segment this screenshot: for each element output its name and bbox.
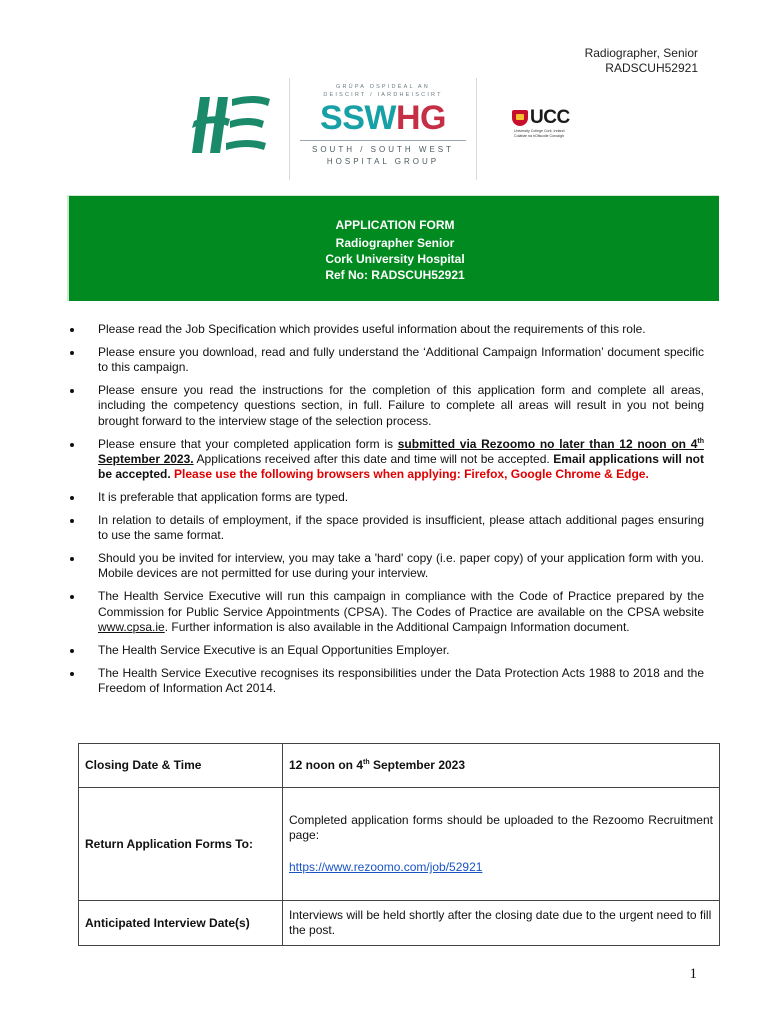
bullet-text: The Health Service Executive is an Equal Opportunities Employer. [98,642,450,657]
list-item [64,589,704,635]
list-item [64,551,704,581]
hse-logo [186,93,272,157]
bullet-icon [70,496,74,500]
application-info-table [78,743,720,946]
return-text: Completed application forms should be uploaded to the Rezoomo Recruitment page: [289,813,713,842]
deadline-text-part2: September 2023. [98,451,194,466]
document-header [585,46,698,76]
bullet-icon [70,595,74,599]
ucc-line2: Coláiste na hOllscoile Corcaigh [514,134,564,138]
bullet-icon [70,557,74,561]
list-item [64,383,704,429]
ucc-wordmark: UCC [530,107,570,128]
sswhg-wordmark [294,98,472,138]
closing-sup: th [363,759,370,766]
sswhg-irish-line2: DEISCIRT / IARDHEISCIRT [323,92,443,98]
bullet-text: The Health Service Executive recognises its responsibilities under the Data Protection Acts 1988 to 2018 and the Freedom of Information Act 2014. [98,665,704,696]
banner-title: APPLICATION FORM [335,218,455,232]
instructions-list [64,322,704,704]
sswhg-sub-line1: SOUTH / SOUTH WEST [312,145,454,154]
sswhg-irish-line1: GRÚPA OSPIDÉAL AN [336,84,430,90]
return-label: Return Application Forms To: [79,788,283,901]
closing-post: September 2023 [369,758,466,772]
interview-label: Anticipated Interview Date(s) [79,901,283,946]
application-banner [67,195,719,301]
bullet-text: In relation to details of employment, if the space provided is insufficient, please attach additional pages ensuring to use the same format. [98,513,704,543]
bullet-text: The Health Service Executive will run this campaign in compliance with the Code of Practice prepared by the Commission for Public Service Appointments (CPSA). The Codes of Practice are available on the CPSA website [98,589,704,619]
rezoomo-link[interactable]: https://www.rezoomo.com/job/52921 [289,860,483,874]
bullet-text-post: . Further information is also available in the Additional Campaign Information document. [164,619,630,634]
cpsa-link[interactable]: www.cpsa.ie [98,619,165,634]
ucc-logo [512,108,582,142]
sswhg-logo [294,78,472,180]
list-item [64,437,704,483]
bullet-text: Please ensure you read the instructions for the completion of this application form and complete all areas, including the competency questions section, in full. Failure to complete all areas will result in you not being brought forward to the interview stage of the selection process. [98,383,704,428]
closing-label: Closing Date & Time [79,744,283,788]
ucc-crest-icon [512,110,528,126]
sswhg-wordmark-left: SSW [320,99,396,137]
sswhg-rule [300,140,466,141]
bullet-text: Please ensure that your completed application form is [98,436,398,451]
list-item [64,490,704,505]
list-item [64,643,704,658]
bullet-text: It is preferable that application forms are typed. [98,490,349,505]
email-warning: Email applications will not be accepted. [98,451,704,482]
interview-text: Interviews will be held shortly after the closing date due to the urgent need to fill the post. [289,908,712,937]
list-item [64,666,704,696]
banner-position: Radiographer Senior [335,236,455,250]
bullet-icon [70,389,74,393]
header-ref: RADSCUH52921 [605,61,698,75]
bullet-text: Please ensure you download, read and fully understand the ‘Additional Campaign Information’ document specific to this campaign. [98,345,704,375]
logo-divider [289,78,290,180]
bullet-text: Please read the Job Specification which provides useful information about the requirements of this role. [98,322,646,336]
page-number: 1 [689,966,697,982]
return-value [283,788,720,901]
bullet-icon [70,519,74,523]
browser-warning: Please use the following browsers when applying: Firefox, Google Chrome & Edge. [170,467,649,482]
closing-pre: 12 noon on 4 [289,758,364,772]
bullet-icon [70,351,74,355]
deadline-sup: th [697,437,704,445]
deadline-text-part1: submitted via Rezoomo no later than 12 noon on 4 [397,436,698,451]
logo-divider [476,78,477,180]
bullet-icon [70,443,74,447]
sswhg-sub-line2: HOSPITAL GROUP [326,157,440,166]
closing-value-text [289,758,465,772]
header-role: Radiographer, Senior [584,46,698,60]
spacer [289,843,713,860]
banner-hospital: Cork University Hospital [325,252,465,266]
interview-value [283,901,720,946]
list-item [64,322,704,337]
closing-value [283,744,720,788]
bullet-icon [70,649,74,653]
list-item [64,513,704,543]
sswhg-wordmark-right: HG [395,99,446,137]
ucc-line1: University College Cork, Ireland [514,129,565,133]
bullet-icon [70,672,74,676]
table-row [79,744,720,788]
list-item [64,345,704,375]
table-row [79,901,720,946]
bullet-icon [70,328,74,332]
bullet-text-mid: Applications received after this date and time will not be accepted. [193,451,554,466]
banner-ref: Ref No: RADSCUH52921 [325,268,465,282]
table-row [79,788,720,901]
bullet-text: Should you be invited for interview, you may take a 'hard' copy (i.e. paper copy) of your application form with you. Mobile devices are not permitted for use during your interview. [98,551,704,581]
